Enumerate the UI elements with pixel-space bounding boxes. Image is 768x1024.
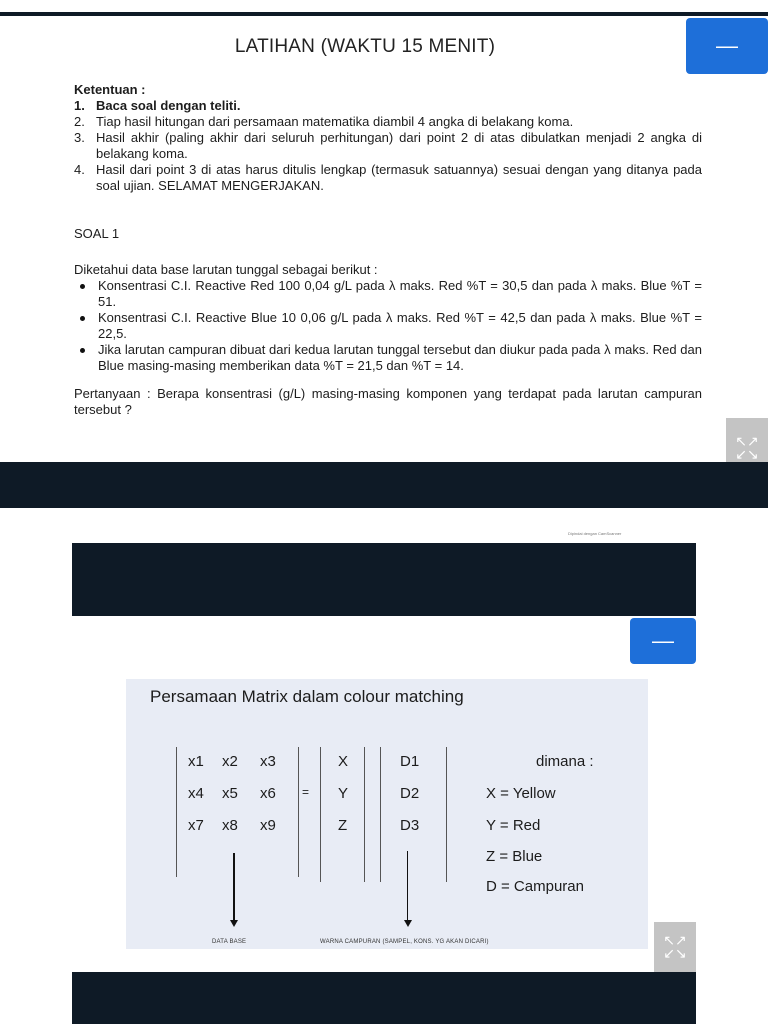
matrix-title: Persamaan Matrix dalam colour matching	[150, 687, 464, 706]
scanner-caption: Dipindai dengan CamScanner	[568, 531, 622, 536]
legend-item: Z = Blue	[486, 848, 543, 865]
rule-item: 1. Baca soal dengan teliti.	[74, 98, 241, 113]
collapse-button[interactable]	[686, 18, 768, 74]
matrix-cell: x9	[260, 817, 276, 834]
rules-list	[74, 98, 702, 194]
result-cell: D1	[400, 753, 420, 770]
minus-icon: —	[652, 628, 674, 653]
dark-band	[0, 462, 768, 508]
vector-left-bracket	[320, 747, 321, 882]
rule-item: 3. Hasil akhir (paling akhir dari seluruh perhitungan) dari point 2 di atas dibulatkan menjadi 2 angka di belakang koma.	[74, 130, 702, 161]
minus-icon: —	[716, 33, 738, 58]
matrix-right-bracket	[298, 747, 299, 877]
expand-icon: ↖↗ ↙↘	[663, 932, 687, 961]
legend-item: D = Campuran	[486, 878, 584, 895]
ketentuan-label: Ketentuan :	[74, 82, 146, 97]
soal-intro: Diketahui data base larutan tunggal sebagai berikut :	[74, 262, 378, 277]
matrix-cell: x1	[188, 753, 204, 770]
mixture-label: WARNA CAMPURAN (SAMPEL, KONS. YG AKAN DICARI)	[320, 939, 489, 945]
database-arrow	[233, 853, 235, 921]
equals-sign: =	[302, 785, 310, 799]
arrow-head-icon	[404, 920, 412, 927]
slide-exercise	[0, 16, 768, 462]
rule-item: 2. Tiap hasil hitungan dari persamaan matematika diambil 4 angka di belakang koma.	[74, 114, 574, 129]
question-text: Pertanyaan : Berapa konsentrasi (g/L) masing-masing komponen yang terdapat pada larutan campuran tersebut ?	[74, 386, 702, 417]
data-bullets	[74, 278, 702, 374]
matrix-cell: x5	[222, 785, 238, 802]
expand-icon: ↖↗ ↙↘	[735, 433, 759, 462]
mixture-arrow	[407, 851, 408, 921]
result-cell: D2	[400, 785, 420, 802]
legend-title: dimana :	[536, 753, 594, 770]
unknown-cell: Y	[338, 785, 349, 802]
rule-item: 4. Hasil dari point 3 di atas harus ditulis lengkap (termasuk satuannya) sesuai dengan yang ditanya pada soal ujian. SELAMAT MENGERJAKAN.	[74, 162, 702, 193]
collapse-button-2[interactable]	[630, 618, 696, 664]
matrix-cell: x2	[222, 753, 238, 770]
matrix-cell: x3	[260, 753, 276, 770]
bullet-item: Jika larutan campuran dibuat dari kedua larutan tunggal tersebut dan diukur pada pada λ maks. Red dan Blue masing-masing memberikan data %T = 21,5 dan %T = 14.	[74, 342, 702, 374]
result-cell: D3	[400, 817, 420, 834]
expand-fullscreen-button-2[interactable]	[654, 922, 696, 972]
bullet-item: Konsentrasi C.I. Reactive Red 100 0,04 g/L pada λ maks. Red %T = 30,5 dan pada λ maks. Blue %T = 51.	[74, 278, 702, 310]
matrix-cell: x4	[188, 785, 204, 802]
matrix-cell: x8	[222, 817, 238, 834]
legend-item: Y = Red	[486, 817, 541, 834]
unknown-cell: X	[338, 753, 349, 770]
legend-item: X = Yellow	[486, 785, 556, 802]
arrow-head-icon	[230, 920, 238, 927]
database-label: DATA BASE	[212, 939, 247, 945]
result-left-bracket	[380, 747, 381, 882]
matrix-cell: x6	[260, 785, 276, 802]
soal-heading: SOAL 1	[74, 226, 120, 241]
matrix-cell: x7	[188, 817, 204, 834]
matrix-slide	[126, 679, 648, 949]
matrix-left-bracket	[176, 747, 177, 877]
slide-header-band	[72, 543, 696, 616]
slide-title: LATIHAN (WAKTU 15 MENIT)	[234, 36, 496, 57]
slide-footer-band	[72, 972, 696, 1024]
bullet-item: Konsentrasi C.I. Reactive Blue 10 0,06 g/L pada λ maks. Red %T = 42,5 dan pada λ maks. Blue %T = 22,5.	[74, 310, 702, 342]
vector-right-bracket	[364, 747, 365, 882]
unknown-cell: Z	[338, 817, 348, 834]
result-right-bracket	[446, 747, 447, 882]
